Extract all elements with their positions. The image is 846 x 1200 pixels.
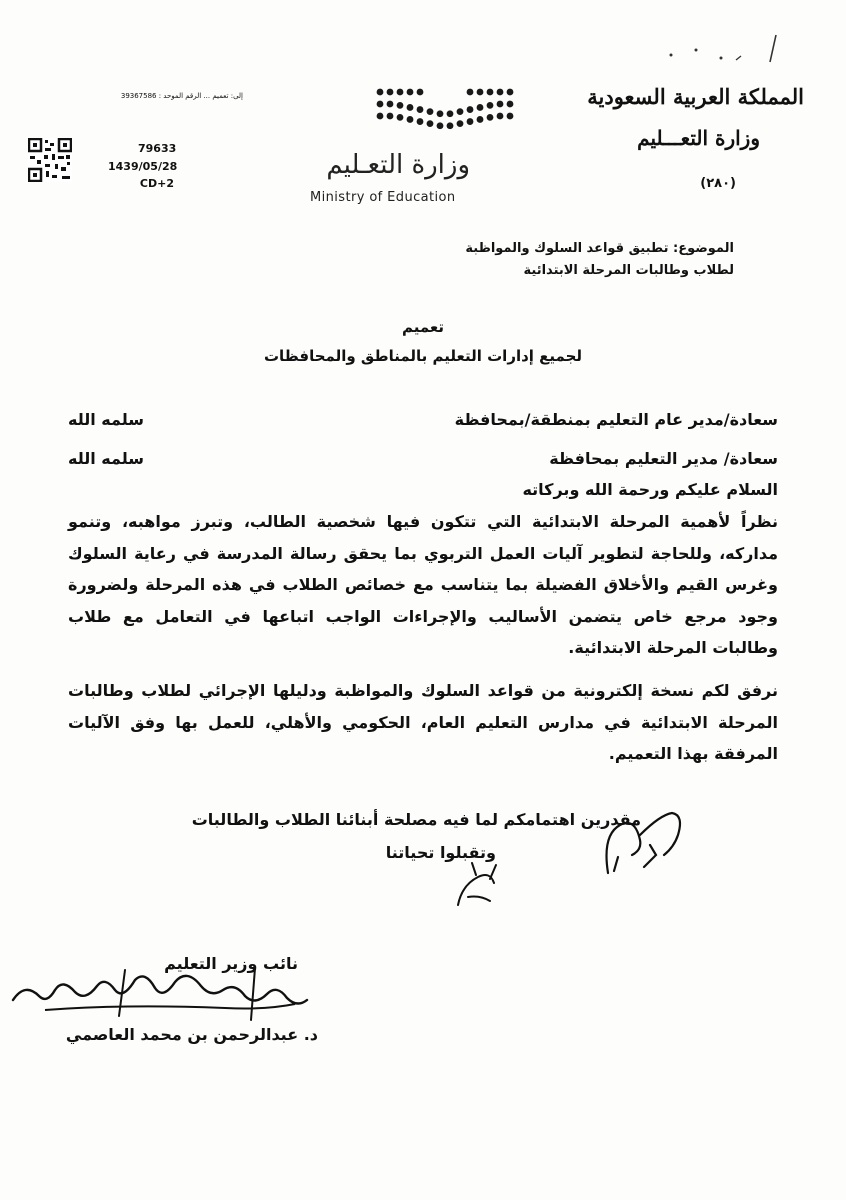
reference-number: 79633 [138, 142, 177, 155]
signatory-name: د. عبدالرحمن بن محمد العاصمي [65, 1025, 318, 1044]
salutation-addressee-1: سعادة/مدير عام التعليم بمنطقة/بمحافظة [454, 410, 778, 429]
handwritten-marks [666, 30, 806, 70]
logo-arabic-text: وزارة التعـليم [326, 150, 470, 180]
salutation-blessing-1: سلمه الله [68, 410, 144, 429]
greeting: السلام عليكم ورحمة الله وبركاته [522, 480, 778, 499]
subject-line-2: لطلاب وطالبات المرحلة الابتدائية [523, 263, 734, 278]
initial-mark-icon [450, 855, 510, 915]
subject-block [465, 238, 734, 282]
circular-audience: لجميع إدارات التعليم بالمناطق والمحافظات [263, 347, 583, 365]
ministry-name-arabic: وزارة التعـــليم [637, 126, 760, 150]
salutation-blessing-2: سلمه الله [68, 449, 144, 468]
subject-line-1: الموضوع: تطبيق قواعد السلوك والمواظبة [465, 241, 734, 256]
kingdom-name: المملكة العربية السعودية [587, 84, 804, 109]
signatory-title: نائب وزير التعليم [164, 954, 298, 973]
body-paragraph-2: نرفق لكم نسخة إلكترونية من قواعد السلوك والمواظبة ودليلها الإجرائي لطلاب وطالبات المرحلة الابتدائية في مدارس التعليم العام، الحكومي والأهلي، للعمل بها وفق الآليات المرفقة بهذا التعميم. [68, 681, 778, 763]
closing-line-1: مقدرين اهتمامكم لما فيه مصلحة أبنائنا الطلاب والطالبات [191, 810, 641, 829]
logo-english-text: Ministry of Education [310, 190, 456, 205]
reference-date: 1439/05/28 [108, 160, 178, 173]
body-paragraph-1: نظراً لأهمية المرحلة الابتدائية التي تتكون فيها شخصية الطالب، وتبرز مواهبه، وتنمو مداركه، وللحاجة لتطوير آليات العمل التربوي بما يحقق رسالة المدرسة في رعاية السلوك وغرس القيم والأخلاق الفضيلة بما يتناسب مع خصائص الطلاب في هذه المرحلة ولضرورة وجود مرجع خاص يتضمن الأساليب والإجراءات الواجب اتباعها في التعامل مع طلاب وطالبات المرحلة الابتدائية. [68, 512, 778, 657]
signature-icon [580, 795, 690, 885]
reference-small-text: إلى: تعميم ... الرقم الموحد : 39367586 [120, 92, 243, 100]
salutation-addressee-2: سعادة/ مدير التعليم بمحافظة [549, 449, 778, 468]
reference-code: CD+2 [139, 177, 174, 190]
circular-title: تعميم [401, 318, 445, 336]
closing-line-2: وتقبلوا تحياتنا [385, 843, 496, 862]
qr-code-icon [28, 138, 72, 182]
sheet-number: (٢٨٠) [700, 176, 736, 191]
